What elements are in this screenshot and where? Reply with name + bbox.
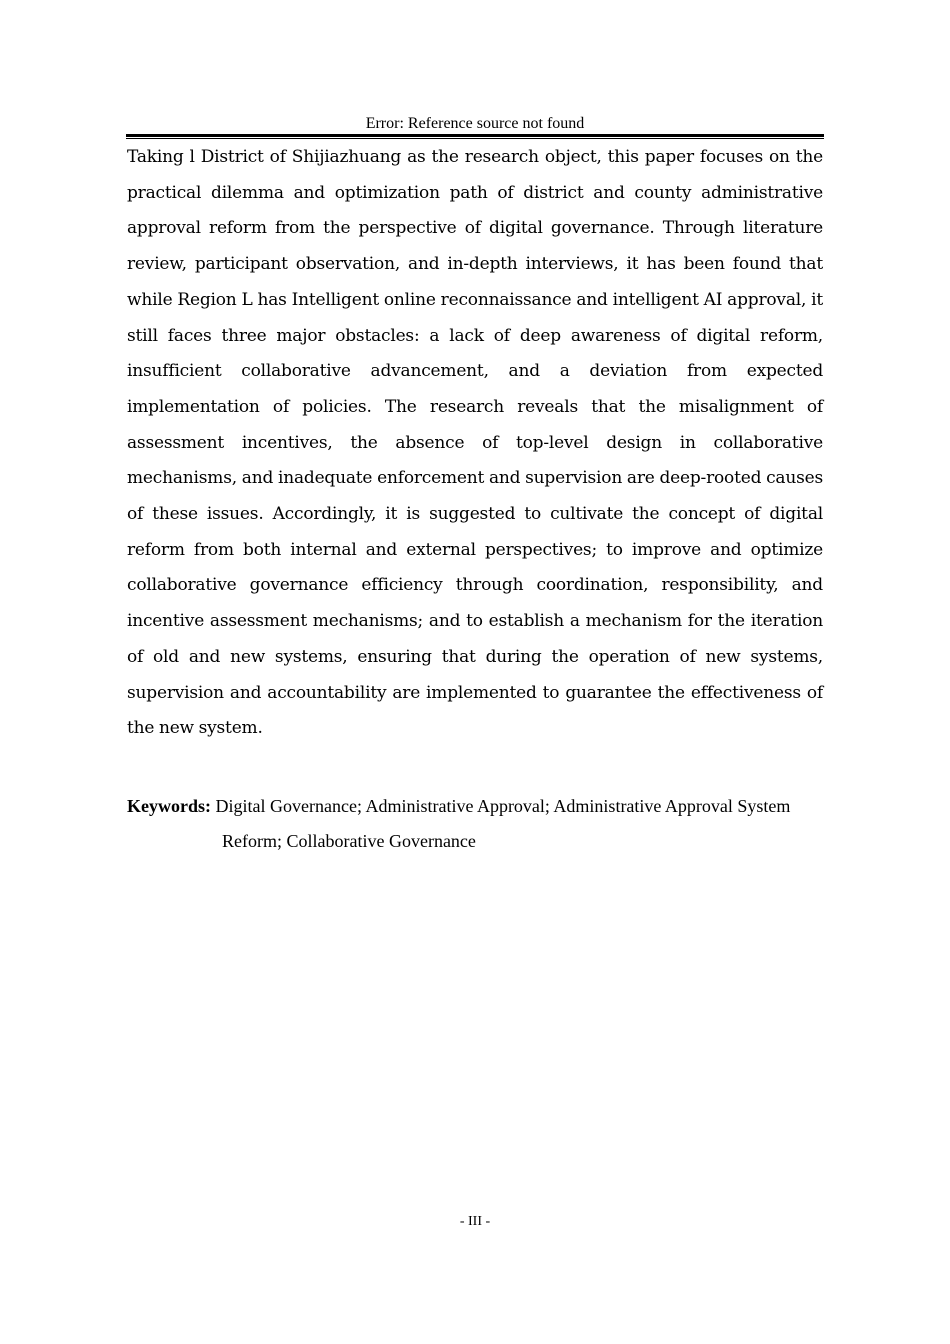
- keywords-label: Keywords:: [127, 796, 211, 816]
- header-rule-thin: [126, 138, 824, 139]
- running-header: Error: Reference source not found: [365, 115, 585, 132]
- abstract-paragraph: Taking l District of Shijiazhuang as the research object, this paper focuses on the practical dilemma and optimization path of district and county administrative approval reform from the perspective of digital governance. Through literature review, participant observation, and in-depth interviews, it has been found that while Region L has Intelligent online reconnaissance and intelligent AI approval, it still faces three major obstacles: a lack of deep awareness of digital reform, insufficient collaborative advancement, and a deviation from expected implementation of policies. The research reveals that the misalignment of assessment incentives, the absence of top-level design in collaborative mechanisms, and inadequate enforcement and supervision are deep-rooted causes of these issues. Accordingly, it is suggested to cultivate the concept of digital reform from both internal and external perspectives; to improve and optimize collaborative governance efficiency through coordination, responsibility, and incentive assessment mechanisms; and to establish a mechanism for the iteration of old and new systems, ensuring that during the operation of new systems, supervision and accountability are implemented to guarantee the effectiveness of the new system.: [127, 147, 823, 739]
- page-number: - III -: [459, 1214, 491, 1229]
- keywords-text: Digital Governance; Administrative Approval; Administrative Approval System Reform; Collaborative Governance: [215, 796, 791, 851]
- header-rule-thick: [126, 134, 824, 137]
- keywords-line: [127, 789, 823, 859]
